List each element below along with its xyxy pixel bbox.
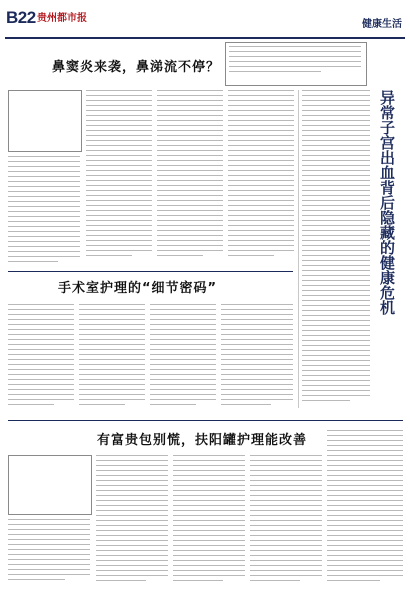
article-4-title: 异常子宫出血背后隐藏的健康危机 <box>378 90 396 315</box>
page-number: B22 <box>6 8 36 27</box>
article-1-col-2 <box>86 90 152 268</box>
article-3-col-3 <box>173 455 245 587</box>
article-4-col-1 <box>302 90 370 408</box>
article-1-col-3 <box>157 90 223 268</box>
article-1-lead-box <box>8 90 82 152</box>
bottom-section-rule <box>8 420 403 421</box>
article-separator <box>8 271 293 272</box>
header-rule <box>5 37 405 39</box>
article-3-lead-box <box>8 455 92 515</box>
article-1-col-1 <box>8 156 80 268</box>
article-2-col-3 <box>150 304 216 414</box>
article-2-col-1 <box>8 304 74 414</box>
article-3-col-5 <box>327 430 403 587</box>
article-3-col-2 <box>96 455 168 587</box>
article-1-col-4 <box>228 90 294 268</box>
article-2-title: 手术室护理的“细节密码” <box>58 281 218 296</box>
article-2-col-2 <box>79 304 145 414</box>
section-label: 健康生活 <box>362 19 402 30</box>
newspaper-masthead: 贵州都市报 <box>37 13 87 24</box>
article-3-col-1 <box>8 519 90 587</box>
article-3-title: 有富贵包别慌，扶阳罐护理能改善 <box>97 433 308 448</box>
column-rule <box>298 90 299 408</box>
article-2-col-4 <box>221 304 293 414</box>
intro-text-block <box>229 46 361 82</box>
article-1-title: 鼻窦炎来袭，鼻涕流不停？ <box>52 60 221 75</box>
article-3-col-4 <box>250 455 322 587</box>
